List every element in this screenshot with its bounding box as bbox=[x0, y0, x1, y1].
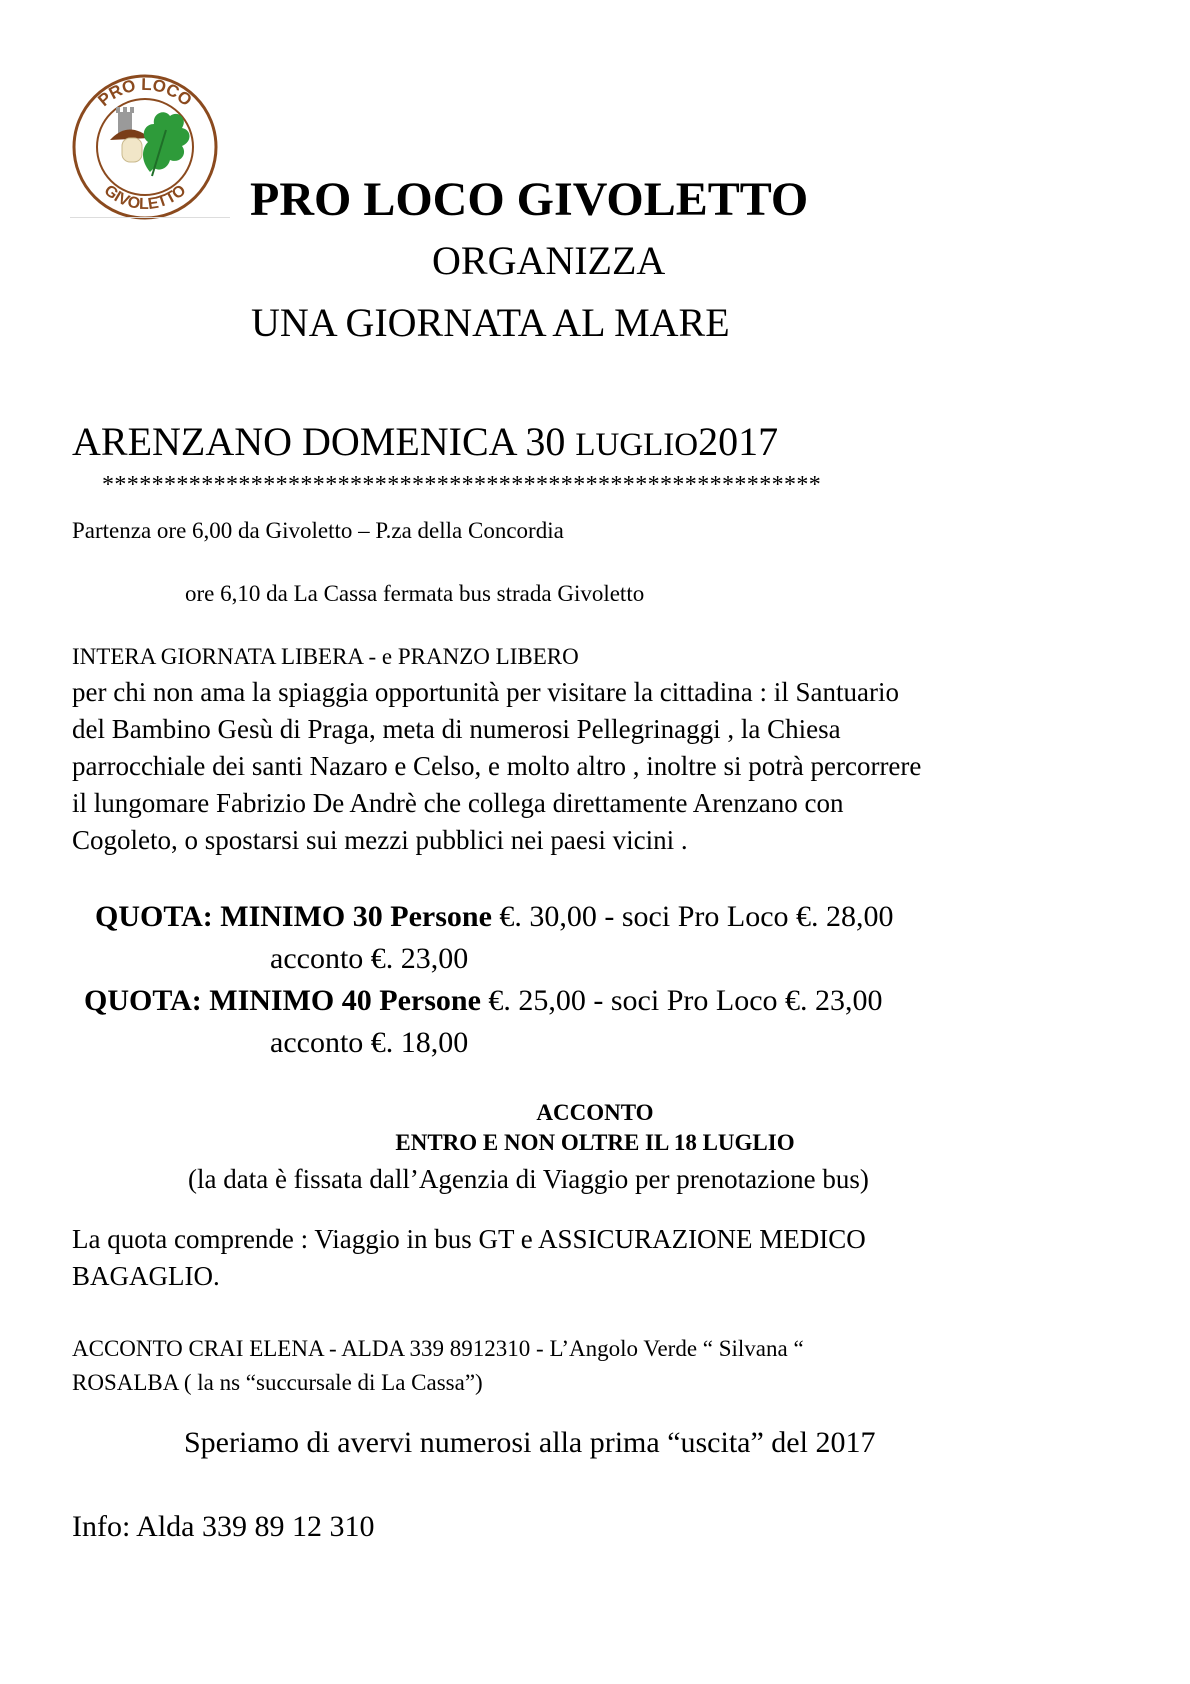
logo-divider bbox=[70, 217, 230, 218]
includes-line-2: BAGAGLIO. bbox=[72, 1261, 220, 1291]
closing-message: Speriamo di avervi numerosi alla prima “uscita” del 2017 bbox=[184, 1426, 876, 1459]
page-title: PRO LOCO GIVOLETTO bbox=[250, 173, 809, 226]
program-line: del Bambino Gesù di Praga, meta di numerosi Pellegrinaggi , la Chiesa bbox=[72, 714, 841, 744]
quote-label: QUOTA: MINIMO 30 Persone bbox=[95, 900, 492, 933]
quote-30-deposit: acconto €. 23,00 bbox=[270, 942, 469, 975]
deposit-points-line-2: ROSALBA ( la ns “succursale di La Cassa”) bbox=[72, 1370, 483, 1395]
svg-text:PRO LOCO bbox=[94, 75, 195, 110]
logo-text-top: PRO LOCO bbox=[94, 74, 196, 111]
deposit-points-line-1: ACCONTO CRAI ELENA - ALDA 339 8912310 - L’Angolo Verde “ Silvana “ bbox=[72, 1336, 804, 1361]
program-line: Cogoleto, o spostarsi sui mezzi pubblici nei paesi vicini . bbox=[72, 825, 688, 855]
deadline-date: ENTRO E NON OLTRE IL 18 LUGLIO bbox=[395, 1130, 795, 1155]
quote-30-persons bbox=[95, 900, 894, 934]
includes-line-1: La quota comprende : Viaggio in bus GT e ASSICURAZIONE MEDICO bbox=[72, 1224, 866, 1254]
event-date-line bbox=[72, 418, 778, 465]
page-subtitle: ORGANIZZA bbox=[432, 238, 666, 283]
quote-price: €. 25,00 - soci Pro Loco €. 23,00 bbox=[480, 984, 883, 1017]
separator-stars: ********************************************************** bbox=[102, 472, 822, 498]
month: LUGLIO bbox=[575, 427, 699, 463]
place-day: ARENZANO DOMENICA 30 bbox=[72, 419, 566, 464]
program-line: il lungomare Fabrizio De Andrè che collega direttamente Arenzano con bbox=[72, 788, 844, 818]
program-line: parrocchiale dei santi Nazaro e Celso, e molto altro , inoltre si potrà percorrere bbox=[72, 751, 922, 781]
quote-label: QUOTA: MINIMO 40 Persone bbox=[84, 984, 481, 1017]
quote-40-persons bbox=[84, 984, 883, 1018]
svg-text:GIVOLETTO bbox=[101, 182, 190, 213]
quote-price: €. 30,00 - soci Pro Loco €. 28,00 bbox=[491, 900, 894, 933]
logo-text-bottom: GIVOLETTO bbox=[100, 181, 190, 214]
deadline-note: (la data è fissata dall’Agenzia di Viaggio per prenotazione bus) bbox=[188, 1164, 869, 1194]
departure-line-1: Partenza ore 6,00 da Givoletto – P.za della Concordia bbox=[72, 518, 564, 543]
deadline-heading: ACCONTO bbox=[536, 1100, 654, 1125]
quote-40-deposit: acconto €. 18,00 bbox=[270, 1026, 469, 1059]
program-line: per chi non ama la spiaggia opportunità per visitare la cittadina : il Santuario bbox=[72, 677, 899, 707]
pro-loco-givoletto-logo bbox=[70, 72, 220, 222]
event-title: UNA GIORNATA AL MARE bbox=[251, 300, 730, 345]
oak-leaf-icon bbox=[143, 112, 190, 176]
info-contact: Info: Alda 339 89 12 310 bbox=[72, 1510, 375, 1543]
program-heading: INTERA GIORNATA LIBERA - e PRANZO LIBERO bbox=[72, 644, 579, 669]
departure-line-2: ore 6,10 da La Cassa fermata bus strada Givoletto bbox=[185, 581, 645, 606]
year: 2017 bbox=[698, 419, 779, 464]
